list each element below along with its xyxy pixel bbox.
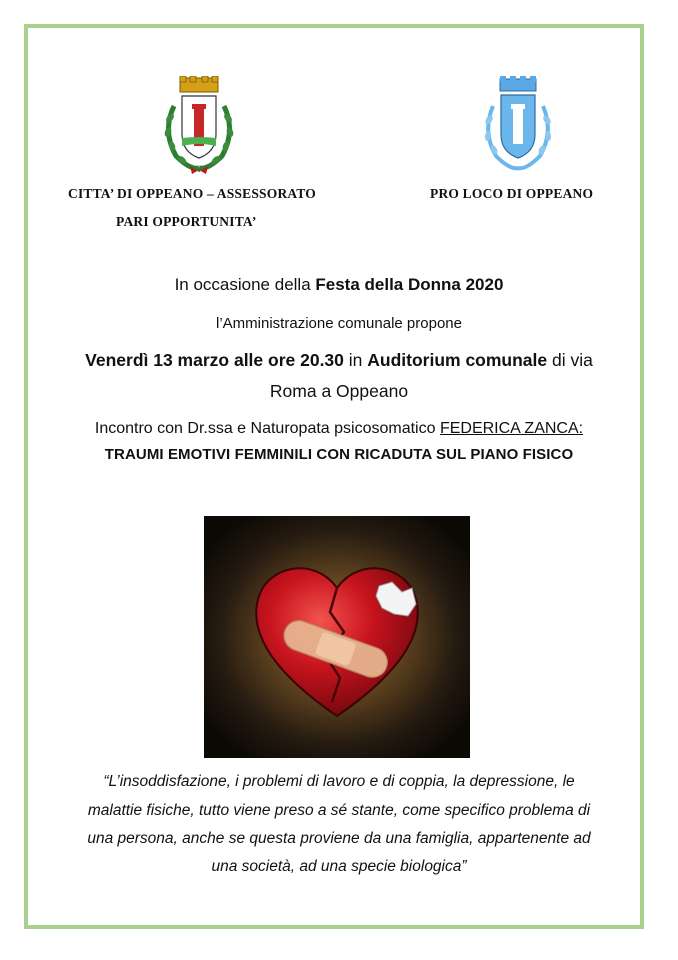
intro-line — [0, 275, 678, 295]
date-venue-line — [0, 350, 678, 371]
coat-of-arms-pro-loco-icon — [478, 76, 558, 176]
quote-line2: malattie fisiche, tutto viene preso a sé stante, come specifico problema di — [87, 802, 591, 819]
event-title: Festa della Donna 2020 — [315, 275, 504, 294]
quote-line3: una persona, anche se questa proviene da una famiglia, appartenente ad — [87, 830, 591, 847]
date-in: in — [343, 350, 368, 370]
address-line: Roma a Oppeano — [269, 381, 409, 401]
meeting-prefix: Incontro con Dr.ssa e Naturopata psicosomatico — [94, 420, 440, 437]
organizer-left-line1: CITTA’ DI OPPEANO – ASSESSORATO — [68, 186, 317, 201]
coat-of-arms-oppeano-icon — [160, 76, 238, 176]
topic-line: TRAUMI EMOTIVI FEMMINILI CON RICADUTA SUL PIANO FISICO — [104, 446, 574, 463]
speaker-name: FEDERICA ZANCA: — [439, 420, 584, 437]
quote-line1: “L’insoddisfazione, i problemi di lavoro e di coppia, la depressione, le — [103, 773, 575, 790]
event-date: Venerdì 13 marzo alle ore 20.30 — [85, 350, 344, 370]
intro-prefix: In occasione della — [174, 275, 316, 294]
organizer-right: PRO LOCO DI OPPEANO — [430, 186, 594, 201]
broken-heart-with-bandage-icon — [204, 516, 470, 758]
meeting-line — [0, 420, 678, 438]
event-venue: Auditorium comunale — [367, 350, 548, 370]
venue-suffix: di via — [547, 350, 593, 370]
proposal-line: l’Amministrazione comunale propone — [216, 315, 462, 332]
quote-line4: una società, ad una specie biologica” — [211, 858, 467, 875]
organizer-left-line2: PARI OPPORTUNITA’ — [116, 214, 257, 229]
